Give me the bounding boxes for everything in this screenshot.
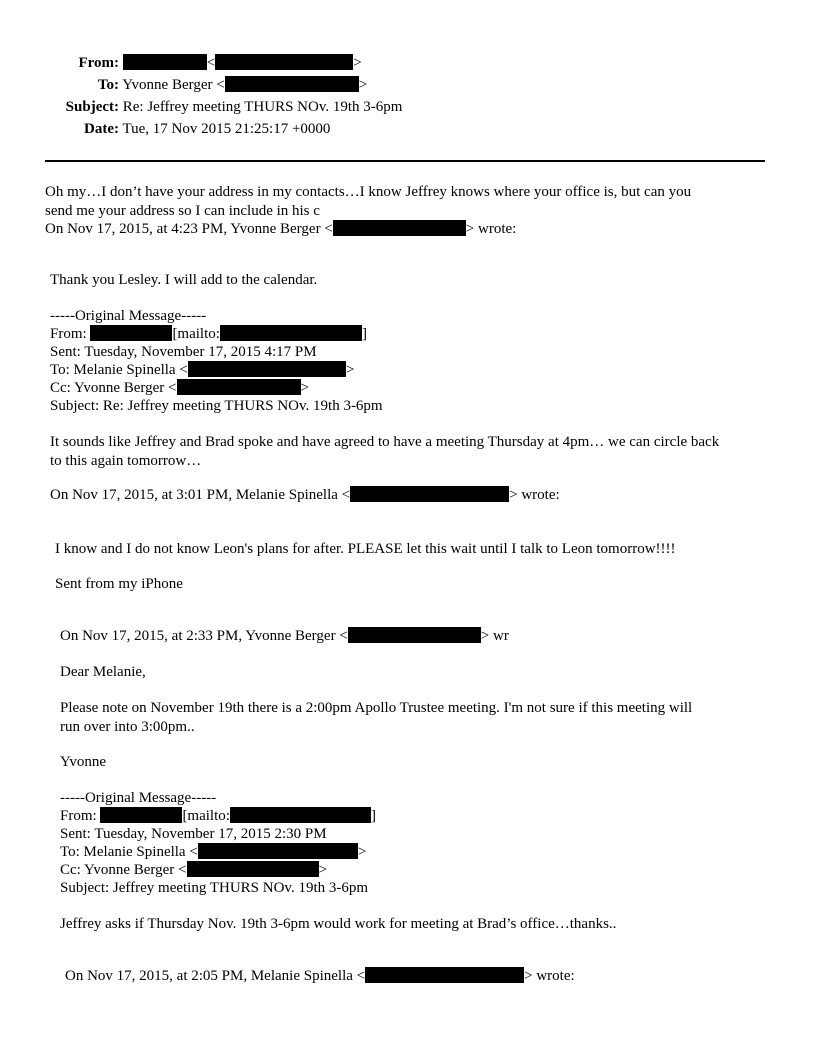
redaction-box — [100, 807, 182, 823]
msg2-cc-line — [50, 379, 309, 397]
redaction-box — [350, 486, 509, 502]
quote-suffix: > wr — [480, 628, 509, 644]
msg2-original-marker: -----Original Message----- — [50, 308, 207, 324]
angle-open: < — [216, 77, 225, 93]
msg4-to-line — [60, 843, 366, 861]
msg4-quote2-line — [65, 967, 575, 985]
redaction-box — [333, 220, 466, 236]
angle-open: < — [206, 55, 216, 71]
mailto-label: [mailto: — [172, 326, 220, 342]
msg2-subject: Subject: Re: Jeffrey meeting THURS NOv. 19th 3-6pm — [50, 398, 383, 414]
quote-suffix: > wrote: — [509, 487, 560, 503]
reply1-quote-line — [45, 220, 516, 238]
msg4-sent: Sent: Tuesday, November 17, 2015 2:30 PM — [60, 826, 327, 842]
msg4-cc-line — [60, 861, 327, 879]
close-bracket: ] — [370, 808, 376, 824]
redaction-box — [188, 361, 346, 377]
quote-prefix: On Nov 17, 2015, at 4:23 PM, Yvonne Berger < — [45, 221, 333, 237]
header-date-row — [0, 120, 330, 138]
msg4-original-marker: -----Original Message----- — [60, 790, 217, 806]
msg4-body-line2: run over into 3:00pm.. — [60, 719, 195, 735]
msg2-from-line — [50, 325, 367, 343]
cc-prefix: Cc: Yvonne Berger < — [60, 862, 187, 878]
subject-value: Re: Jeffrey meeting THURS NOv. 19th 3-6pm — [122, 99, 403, 115]
to-name: Yvonne Berger — [122, 77, 213, 93]
quote-prefix: On Nov 17, 2015, at 3:01 PM, Melanie Spinella < — [50, 487, 351, 503]
quote-suffix: > wrote: — [465, 221, 517, 237]
angle-close: > — [300, 380, 309, 396]
msg3-body: I know and I do not know Leon's plans for after. PLEASE let this wait until I talk to Leon tomorrow!!!! — [55, 541, 676, 557]
to-prefix: To: Melanie Spinella < — [60, 844, 198, 860]
header-from-row — [0, 54, 362, 72]
date-label: Date: — [84, 121, 119, 137]
from-label: From: — [50, 326, 87, 342]
to-label: To: — [97, 77, 119, 93]
subject-label: Subject: — [65, 99, 119, 115]
angle-close: > — [318, 862, 327, 878]
mailto-label: [mailto: — [182, 808, 230, 824]
header-subject-row — [0, 98, 402, 116]
angle-close: > — [345, 362, 355, 378]
msg2-body2-line2: to this again tomorrow… — [50, 453, 202, 469]
redaction-box — [348, 627, 481, 643]
redaction-box — [90, 325, 172, 341]
redaction-box — [220, 325, 362, 341]
quote-prefix: On Nov 17, 2015, at 2:33 PM, Yvonne Berger < — [60, 628, 348, 644]
msg4-subject: Subject: Jeffrey meeting THURS NOv. 19th 3-6pm — [60, 880, 369, 896]
reply1-line1: Oh my…I don’t have your address in my contacts…I know Jeffrey knows where your office is, but can you — [45, 184, 692, 200]
msg3-signature: Sent from my iPhone — [55, 576, 183, 592]
msg2-sent: Sent: Tuesday, November 17, 2015 4:17 PM — [50, 344, 317, 360]
from-label: From: — [78, 55, 119, 71]
msg4-signoff: Yvonne — [60, 754, 106, 770]
msg2-to-line — [50, 361, 354, 379]
quote-prefix: On Nov 17, 2015, at 2:05 PM, Melanie Spinella < — [65, 968, 366, 984]
msg4-body-line1: Please note on November 19th there is a 2:00pm Apollo Trustee meeting. I'm not sure if this meeting will — [60, 700, 693, 716]
quote-suffix: > wrote: — [524, 968, 575, 984]
close-bracket: ] — [361, 326, 367, 342]
msg4-body2: Jeffrey asks if Thursday Nov. 19th 3-6pm would work for meeting at Brad’s office…thanks.. — [60, 916, 617, 932]
date-value: Tue, 17 Nov 2015 21:25:17 +0000 — [122, 121, 331, 137]
redaction-box — [123, 54, 207, 70]
redaction-box — [215, 54, 353, 70]
msg4-quote-line — [60, 627, 509, 645]
redaction-box — [187, 861, 319, 877]
header-to-row — [0, 76, 367, 94]
redaction-box — [198, 843, 358, 859]
redaction-box — [225, 76, 359, 92]
to-prefix: To: Melanie Spinella < — [50, 362, 188, 378]
cc-prefix: Cc: Yvonne Berger < — [50, 380, 177, 396]
reply1-line2: send me your address so I can include in his c — [45, 203, 320, 219]
from-label: From: — [60, 808, 97, 824]
msg2-body2-line1: It sounds like Jeffrey and Brad spoke and have agreed to have a meeting Thursday at 4pm… we can circle back — [50, 434, 720, 450]
msg4-from-line — [60, 807, 376, 825]
redaction-box — [365, 967, 524, 983]
msg2-quote-line — [50, 486, 560, 504]
angle-close: > — [353, 55, 362, 71]
angle-close: > — [357, 844, 367, 860]
angle-close: > — [358, 77, 368, 93]
msg2-body: Thank you Lesley. I will add to the calendar. — [50, 272, 318, 288]
msg4-greeting: Dear Melanie, — [60, 664, 146, 680]
header-divider — [45, 160, 765, 162]
redaction-box — [230, 807, 371, 823]
redaction-box — [177, 379, 301, 395]
